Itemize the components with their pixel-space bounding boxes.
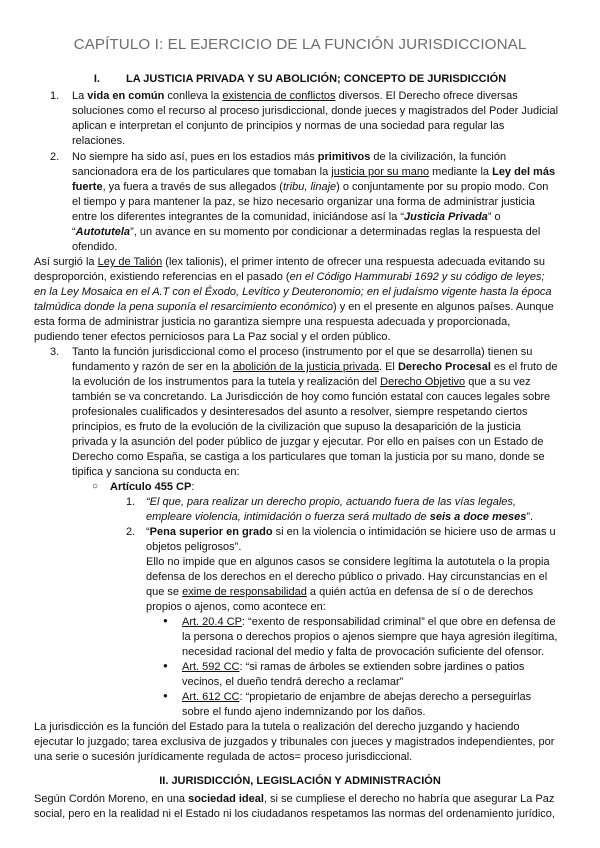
- text-run: ”, un avance en su momento por condicionar a determinadas reglas la respuesta del: [130, 226, 541, 238]
- bold-text: primitivos: [317, 151, 371, 163]
- underlined-text: Derecho Objetivo: [380, 376, 466, 388]
- list-number: 2.: [50, 151, 60, 163]
- paragraph-line: vecinos, el dueño tendrá derecho a reclamar”: [182, 676, 404, 688]
- bold-text: Ley del más: [492, 166, 556, 178]
- paragraph-line: Tanto la función jurisdiccional como el proceso (instrumento por el que se desarrolla) tienen su: [72, 346, 533, 358]
- text-run: que a su vez: [465, 376, 531, 388]
- text-run: , ya fuera a través de sus allegados (: [102, 181, 283, 193]
- section-number: I.: [93, 73, 100, 85]
- list-number: 2.: [126, 526, 136, 538]
- bold-italic-text: Justicia Privada: [404, 211, 488, 223]
- text-run: ) o conjuntamente por su propio modo. Con: [336, 181, 549, 193]
- text-run: ) y en el presente en algunos países. Aunque: [333, 301, 554, 313]
- paragraph-line: soluciones como el recurso al proceso jurisdiccional, donde jueces y magistrados del Poder Judicial: [72, 105, 559, 117]
- paragraph-line: tipifica y sanciona su conducta en:: [72, 466, 240, 478]
- paragraph-line: [72, 225, 540, 239]
- text-run: “: [146, 526, 150, 538]
- text-run: “: [72, 226, 76, 238]
- paragraph-line: [72, 360, 558, 374]
- paragraph-line: [182, 615, 556, 629]
- paragraph-line: [182, 690, 531, 704]
- bold-text: Pena superior en grado: [149, 526, 273, 538]
- section-heading-1: [0, 73, 600, 85]
- text-run: :: [191, 481, 195, 493]
- text-run: a quién actúa en defensa de sí o de derechos: [306, 586, 534, 598]
- text-run: No siempre ha sido así, pues en los estadios más: [72, 151, 318, 163]
- bold-text: fuerte: [72, 181, 103, 193]
- paragraph-line: La jurisdicción es la función del Estado para la tutela o realización del derecho juzgando y haciendo: [34, 721, 520, 733]
- text-run: conlleva la: [164, 90, 223, 102]
- paragraph-line: social, pero en la realidad ni el Estado ni los ciudadanos respetamos las normas del ordenamiento jurídico,: [34, 808, 555, 820]
- text-run: , si se cumpliese el derecho no habría que asegurar La Paz: [263, 793, 555, 805]
- paragraph-line: [72, 165, 555, 179]
- paragraph-line: propios o ajenos, como acontece en:: [146, 601, 326, 613]
- text-run: mediante la: [429, 166, 493, 178]
- bold-text: vida en común: [87, 90, 165, 102]
- paragraph-line: relaciones.: [72, 135, 126, 147]
- paragraph-line: [72, 150, 506, 164]
- list-number: 1.: [50, 90, 60, 102]
- paragraph-line: ejecutar lo juzgado; tarea exclusiva de juzgados y tribunales con jueces y magistrados independientes, por: [34, 736, 555, 748]
- text-run: ” o: [487, 211, 501, 223]
- paragraph-line: pudiendo tener efectos perniciosos para La Paz social y el orden público.: [34, 331, 391, 343]
- paragraph-line: el tiempo y para mantener la paz, se hizo necesario organizar una forma de administrar justicia: [72, 196, 535, 208]
- bold-text: sociedad ideal: [188, 793, 264, 805]
- paragraph-line: principios, es fruto de la evolución de la civilización que supuso la desaparición de la justicia: [72, 421, 521, 433]
- bold-text: Derecho Procesal: [397, 361, 491, 373]
- text-run: : “si ramas de árboles se extienden sobre jardines o patios: [239, 661, 525, 673]
- paragraph-line: [34, 270, 545, 284]
- paragraph-line: la persona o derechos propios o ajenos siempre que haya agresión ilegítima,: [182, 631, 558, 643]
- paragraph-line: privada y la asunción del poder público de juzgar y ejecutar. Por ello en países con un Estado de: [72, 436, 544, 448]
- text-run: es el fruto de: [490, 361, 558, 373]
- italic-text: “El que, para realizar un derecho propio, actuando fuera de las vías legales,: [146, 496, 516, 508]
- circle-bullet-icon: ○: [92, 481, 99, 492]
- paragraph-line: [72, 375, 531, 389]
- paragraph-line: [34, 255, 545, 269]
- italic-text: en la Ley Mosaica en el A.T con el Éxodo, Levítico y Deuteronomio; en el judaísmo vigente hasta la época: [34, 286, 552, 298]
- paragraph-line: [146, 585, 533, 599]
- text-run: . El: [378, 361, 398, 373]
- paragraph-line: [182, 660, 524, 674]
- paragraph-line: [146, 525, 556, 539]
- italic-text: talmúdica donde la pena suponía el resarcimiento económico: [34, 301, 334, 313]
- text-run: La: [72, 90, 88, 102]
- bold-text: Artículo 455 CP: [110, 481, 192, 493]
- paragraph-line: defensa de los derechos en el derecho público o privado. Hay circunstancias en el: [146, 571, 548, 583]
- chapter-title: CAPÍTULO I: EL EJERCICIO DE LA FUNCIÓN JURISDICCIONAL: [73, 36, 527, 53]
- italic-text: empleare violencia, intimidación o fuerza será multado de: [146, 511, 430, 523]
- section-heading-text: LA JUSTICIA PRIVADA Y SU ABOLICIÓN; CONCEPTO DE JURISDICCIÓN: [125, 73, 507, 85]
- paragraph-line: Derecho como España, se castiga a los particulares que toman la justicia por su mano, donde se: [72, 451, 545, 463]
- underlined-text: Ley de Talión: [97, 256, 163, 268]
- text-run: : “exento de responsabilidad criminal” el que obre en defensa de: [241, 616, 556, 628]
- paragraph-line: Ello no impide que en algunos casos se considere legítima la autotutela o la propia: [146, 556, 550, 568]
- paragraph-line: ofendido.: [72, 241, 118, 253]
- dot-bullet-icon: ●: [163, 661, 168, 670]
- dot-bullet-icon: ●: [163, 616, 168, 625]
- paragraph-line: [146, 510, 533, 524]
- paragraph-line: [72, 210, 501, 224]
- text-run: : “propietario de enjambre de abejas derecho a perseguirlas: [239, 691, 532, 703]
- text-run: fundamento y razón de ser en la: [72, 361, 233, 373]
- text-run: diversos. El Derecho ofrece diversas: [335, 90, 518, 102]
- underlined-text: abolición de la justicia privada: [232, 361, 379, 373]
- paragraph-line: [110, 480, 194, 494]
- paragraph-line: [72, 180, 548, 194]
- text-run: ”.: [526, 511, 534, 523]
- paragraph-line: necesidad racional del medio y falta de provocación suficiente del ofensor.: [182, 646, 545, 658]
- list-number: 1.: [126, 496, 136, 508]
- text-run: entre los diferentes integrantes de la comunidad, iniciándose así la “: [72, 211, 405, 223]
- paragraph-line: [72, 89, 518, 103]
- underlined-text: Art. 592 CC: [182, 661, 240, 673]
- bold-italic-text: Autotutela: [75, 226, 131, 238]
- paragraph-line: [34, 300, 554, 314]
- paragraph-line: profesionales cualificados y desinteresados del asunto a resolver, siempre respetando ciertos: [72, 406, 528, 418]
- underlined-text: justicia por su mano: [331, 166, 430, 178]
- paragraph-line: una serie o sucesión jurídicamente regulada de actos= proceso jurisdiccional.: [34, 751, 413, 763]
- paragraph-line: esta forma de administrar justicia no garantiza siempre una respuesta adecuada y proporcionada,: [34, 316, 511, 328]
- underlined-text: exime de responsabilidad: [182, 586, 307, 598]
- list-number: 3.: [50, 346, 60, 358]
- text-run: sancionadora era de los particulares que tomaban la: [72, 166, 332, 178]
- paragraph-line: [34, 792, 554, 806]
- section-heading-2: II. JURISDICCIÓN, LEGISLACIÓN Y ADMINISTRACIÓN: [159, 775, 441, 787]
- text-run: Según Cordón Moreno, en una: [34, 793, 189, 805]
- text-run: Así surgió la: [34, 256, 98, 268]
- bold-italic-text: seis a doce meses: [429, 511, 527, 523]
- paragraph-line: [146, 495, 516, 509]
- underlined-text: existencia de conflictos: [222, 90, 336, 102]
- underlined-text: Art. 20.4 CP: [182, 616, 242, 628]
- paragraph-line: sobre el fundo ajeno indemnizando por los daños.: [182, 706, 426, 718]
- paragraph-line: aplican e interpretan el conjunto de principios y normas de una sociedad para regular las: [72, 120, 505, 132]
- dot-bullet-icon: ●: [163, 691, 168, 700]
- paragraph-line: objetos peligrosos”.: [146, 541, 242, 553]
- paragraph-line: [34, 285, 552, 299]
- text-run: desproporción, existiendo referencias en el pasado (: [34, 271, 290, 283]
- text-run: que se: [146, 586, 183, 598]
- text-run: si en la violencia o intimidación se hiciere uso de armas u: [272, 526, 556, 538]
- text-run: de la civilización, la función: [370, 151, 507, 163]
- text-run: la evolución de los instrumentos para la tutela y realización del: [72, 376, 381, 388]
- italic-text: en el Código Hammurabi 1692 y su código de leyes;: [289, 271, 545, 283]
- paragraph-line: también se va concretando. La Jurisdicción de hoy como función estatal con cauces legales sobre: [72, 391, 551, 403]
- text-run: (lex talionis), el primer intento de ofrecer una respuesta adecuada evitando su: [162, 256, 545, 268]
- underlined-text: Art. 612 CC: [182, 691, 240, 703]
- italic-text: tribu, linaje: [282, 181, 337, 193]
